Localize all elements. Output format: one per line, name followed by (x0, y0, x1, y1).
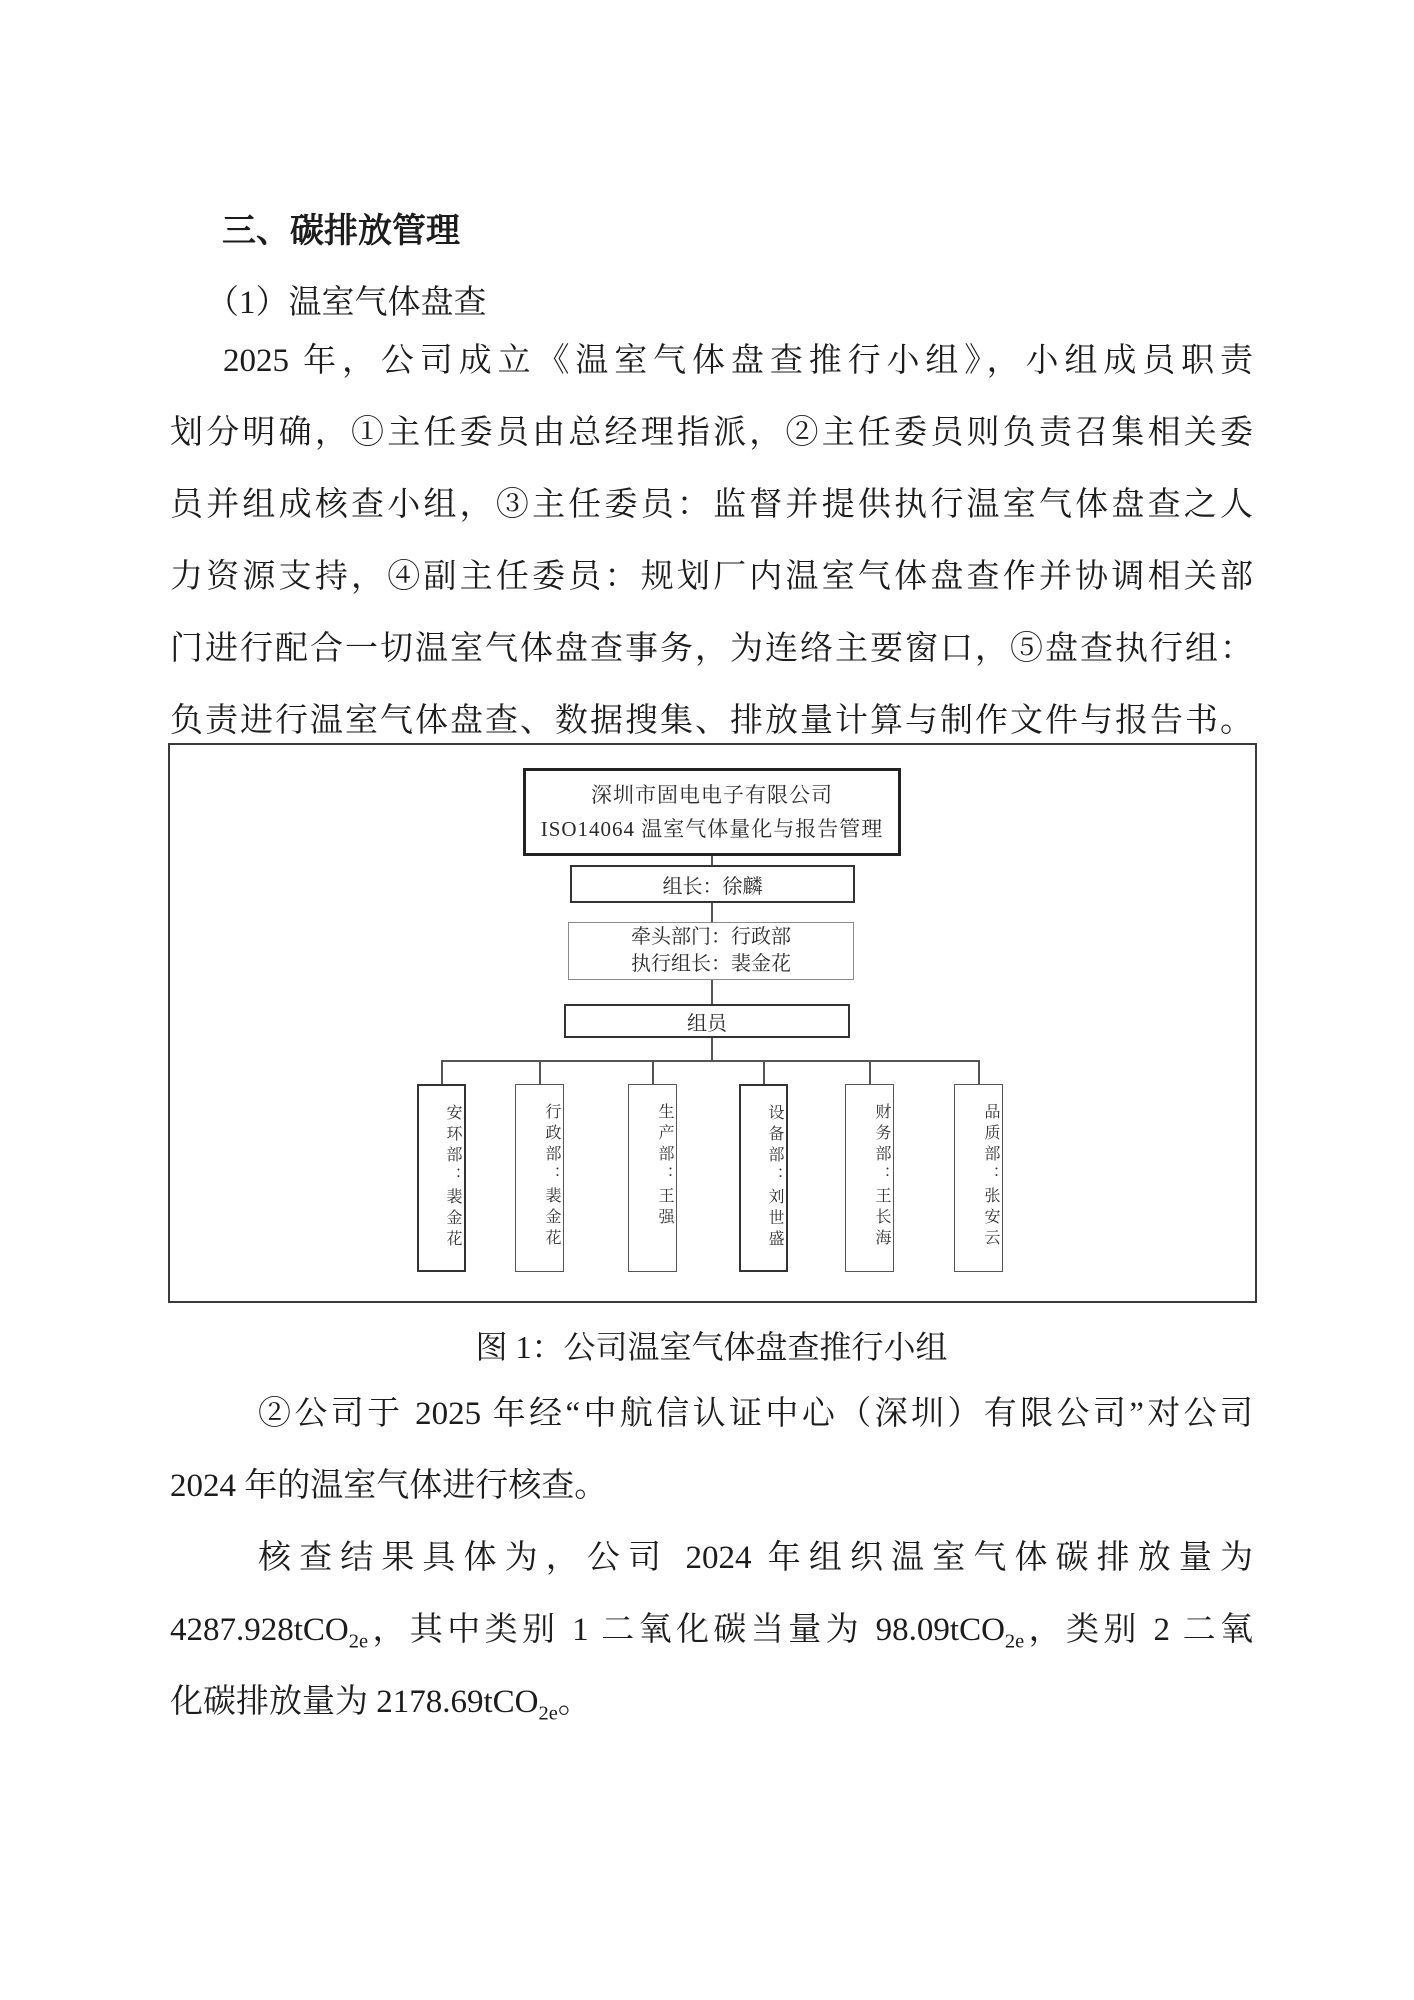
org-node-lead-department-line: 牵头部门：行政部 (631, 926, 791, 948)
org-node-company (523, 768, 901, 856)
connector-line (978, 1060, 980, 1085)
connector-line (711, 903, 713, 923)
paragraph-line: 划分明确，①主任委员由总经理指派，②主任委员则负责召集相关委 (170, 415, 1253, 451)
org-node-lead-department (568, 922, 854, 980)
paragraph-line: 2024 年的温室气体进行核查。 (170, 1468, 608, 1504)
org-chart-figure (168, 743, 1257, 1303)
connector-line (869, 1060, 871, 1085)
org-node-dept-admin: 行政部：裴金花 (515, 1084, 564, 1272)
org-node-company-name: 深圳市固电电子有限公司 (591, 783, 833, 807)
paragraph-line: 负责进行温室气体盘查、数据搜集、排放量计算与制作文件与报告书。 (170, 703, 1253, 739)
paragraph-line: 核查结果具体为，公司 2024 年组织温室气体碳排放量为 (258, 1540, 1253, 1576)
org-node-executive-leader-line: 执行组长：裴金花 (631, 953, 791, 975)
org-node-dept-equipment: 设备部：刘世盛 (739, 1084, 788, 1272)
org-node-company-standard: ISO14064 温室气体量化与报告管理 (540, 817, 884, 841)
paragraph-line: 门进行配合一切温室气体盘查事务，为连络主要窗口，⑤盘查执行组： (170, 631, 1253, 667)
connector-line (539, 1060, 541, 1085)
org-node-dept-safety: 安环部：裴金花 (417, 1084, 466, 1272)
paragraph-line: 力资源支持，④副主任委员：规划厂内温室气体盘查作并协调相关部 (170, 559, 1253, 595)
connector-line (441, 1060, 443, 1085)
connector-line (711, 980, 713, 1005)
connector-line (711, 1038, 713, 1061)
section-heading: 三、碳排放管理 (222, 213, 460, 250)
paragraph-inventory-team (170, 325, 1253, 757)
connector-line (763, 1060, 765, 1085)
org-node-dept-quality: 品质部：张安云 (954, 1084, 1003, 1272)
paragraph-verification-results (170, 1522, 1253, 1738)
paragraph-line: ②公司于 2025 年经“中航信认证中心（深圳）有限公司”对公司 (258, 1396, 1253, 1432)
section-subheading: （1）温室气体盘查 (206, 285, 487, 321)
org-node-dept-finance: 财务部：王长海 (845, 1084, 894, 1272)
paragraph-verification (170, 1378, 1253, 1522)
connector-line (652, 1060, 654, 1085)
org-node-leader: 组长：徐麟 (570, 865, 855, 903)
paragraph-line: 员并组成核查小组，③主任委员：监督并提供执行温室气体盘查之人 (170, 487, 1253, 523)
org-node-dept-production: 生产部：王强 (628, 1084, 677, 1272)
figure-caption: 图 1：公司温室气体盘查推行小组 (475, 1329, 948, 1365)
paragraph-line-emissions: 4287.928tCO$_{2e}$，其中类别 1 二氧化碳当量为 98.09tCO$_{2e}$，类别 2 二氧 (170, 1612, 1253, 1653)
org-node-members: 组员 (564, 1004, 850, 1038)
connector-line (441, 1060, 980, 1062)
paragraph-line-emissions: 化碳排放量为 2178.69tCO$_{2e}$。 (170, 1684, 591, 1725)
paragraph-line: 2025 年，公司成立《温室气体盘查推行小组》，小组成员职责 (223, 343, 1253, 379)
